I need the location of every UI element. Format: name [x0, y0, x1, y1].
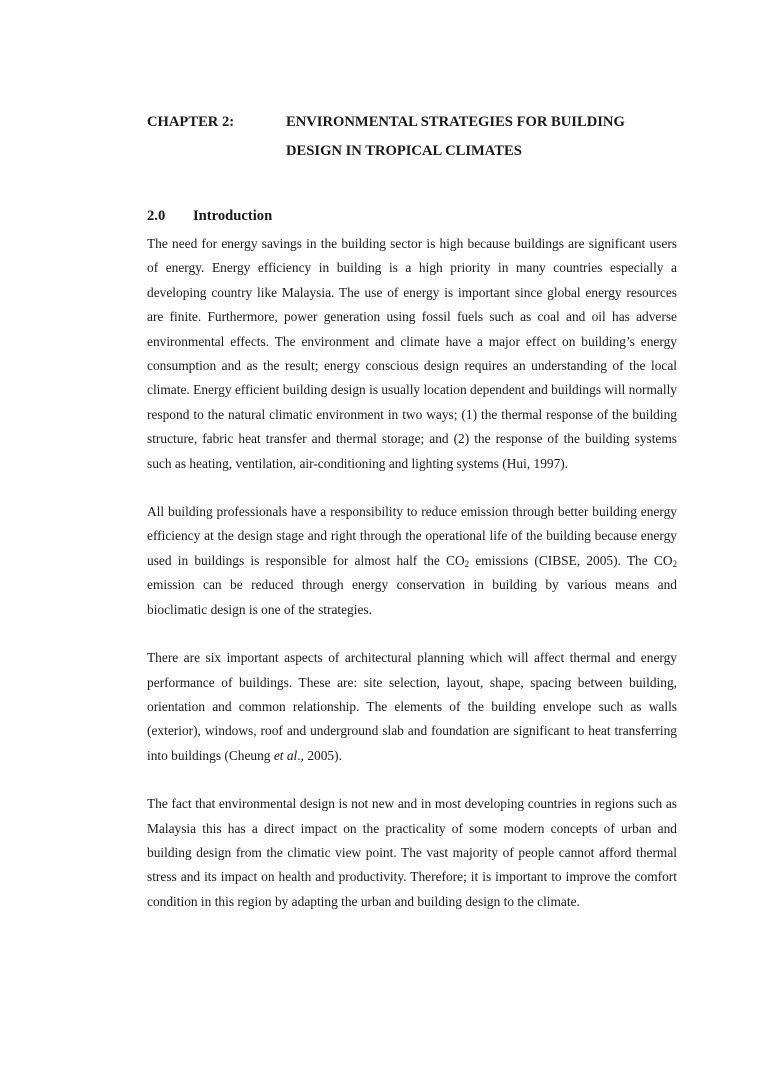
co2-subscript: 2	[464, 558, 470, 569]
paragraph-1: The need for energy savings in the building sector is high because buildings are significant users of energy. Energy efficiency in building is a high priority in many countries especially a developing country like Malaysia. The use of energy is important since global energy resources are finite. Furthermore, power generation using fossil fuels such as coal and oil has adverse environmental effects. The environment and climate have a major effect on building’s energy consumption and as the result; energy conscious design requires an understanding of the local climate. Energy efficient building design is usually location dependent and buildings will normally respond to the natural climatic environment in two ways; (1) the thermal response of the building structure, fabric heat transfer and thermal storage; and (2) the response of the building systems such as heating, ventilation, air-conditioning and lighting systems (Hui, 1997).	[147, 236, 677, 471]
paragraph-2	[147, 500, 677, 622]
paragraph-3	[147, 646, 677, 768]
chapter-heading	[147, 108, 677, 166]
paragraph-2-text-a: All building professionals have a responsibility to reduce emission through better building energy efficiency at the design stage and right through the operational life of the building because energy used in buildings is responsible for almost half the CO	[147, 504, 677, 568]
paragraph-3-text-b: ., 2005).	[297, 747, 342, 763]
section-number: 2.0	[147, 208, 166, 224]
paragraph-2-text-b: emissions (CIBSE, 2005). The CO	[469, 552, 673, 568]
co2-subscript: 2	[672, 558, 677, 569]
citation-et-al: et al	[273, 747, 298, 763]
chapter-title: ENVIRONMENTAL STRATEGIES FOR BUILDING DESIGN IN TROPICAL CLIMATES	[286, 114, 625, 159]
section-heading	[147, 204, 677, 228]
paragraph-2-text-c: emission can be reduced through energy conservation in building by various means and bioclimatic design is one of the strategies.	[147, 577, 677, 617]
chapter-label: CHAPTER 2:	[147, 114, 235, 130]
section-title: Introduction	[193, 208, 273, 224]
document-page	[147, 108, 677, 914]
paragraph-3-text-a: There are six important aspects of architectural planning which will affect thermal and energy performance of buildings. These are: site selection, layout, shape, spacing between building, orientation and common relationship. The elements of the building envelope such as walls (exterior), windows, roof and underground slab and foundation are significant to heat transferring into buildings (Cheung	[147, 650, 677, 763]
paragraph-4: The fact that environmental design is not new and in most developing countries in regions such as Malaysia this has a direct impact on the practicality of some modern concepts of urban and building design from the climatic view point. The vast majority of people cannot afford thermal stress and its impact on health and productivity. Therefore; it is important to improve the comfort condition in this region by adapting the urban and building design to the climate.	[147, 796, 677, 909]
